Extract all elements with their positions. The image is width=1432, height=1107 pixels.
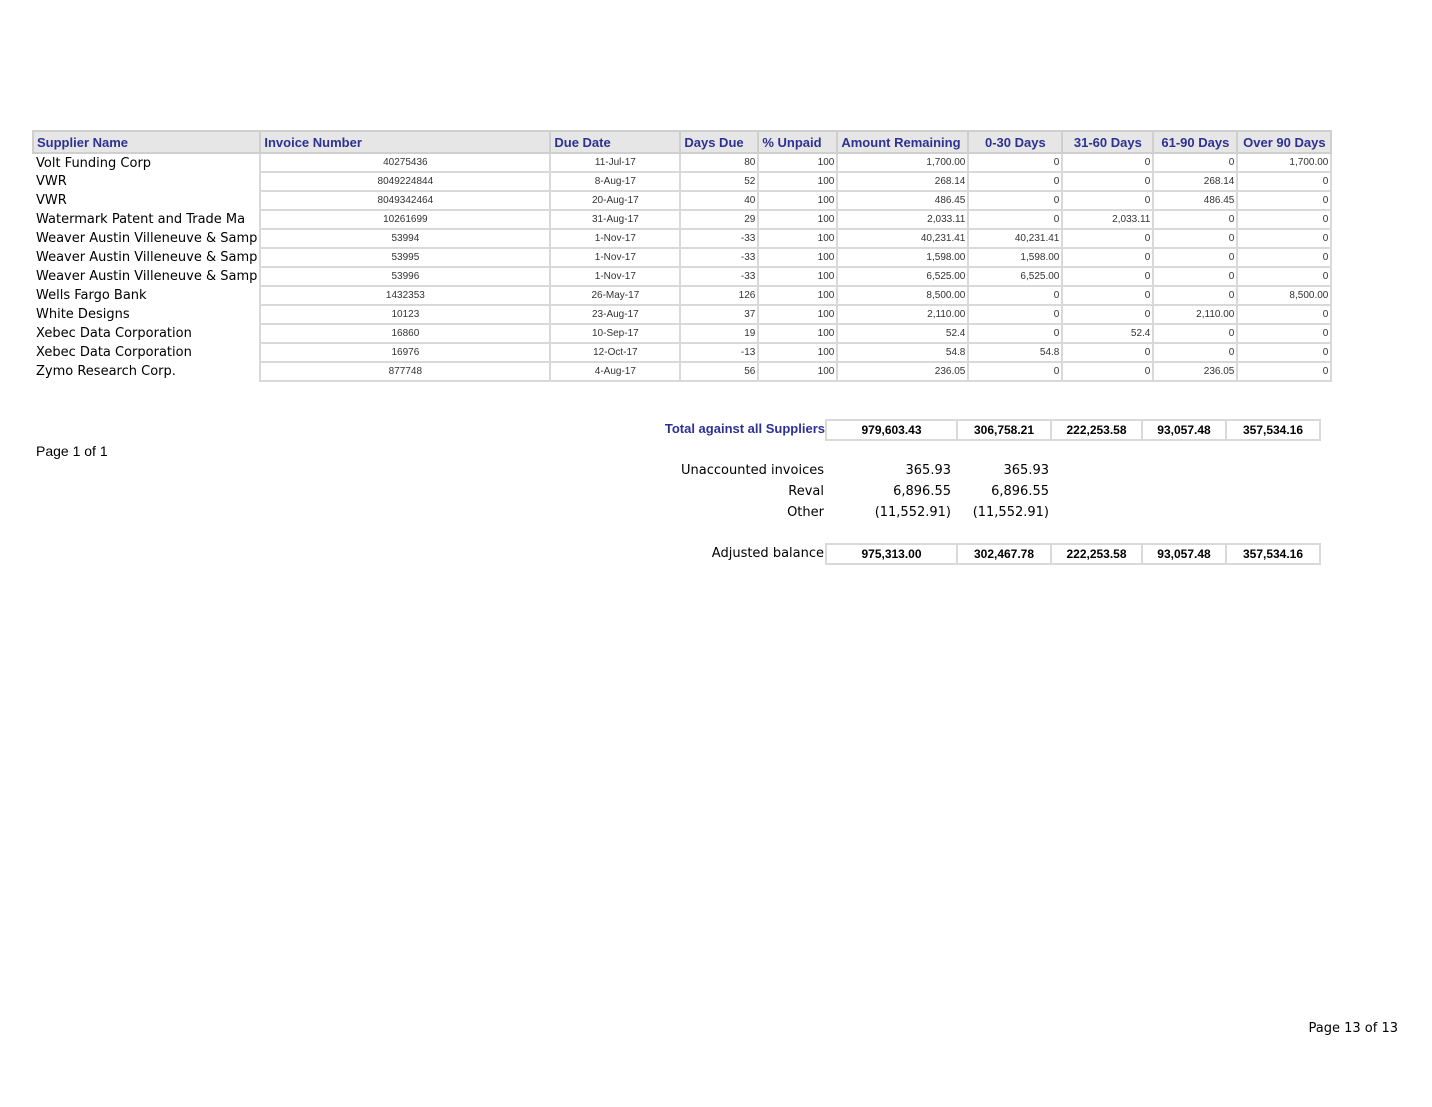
cell-bucket-61-90: 0 xyxy=(1153,229,1237,248)
cell-invoice-number: 10123 xyxy=(260,305,550,324)
cell-due-date: 1-Nov-17 xyxy=(550,248,680,267)
cell-amount-remaining: 1,598.00 xyxy=(837,248,968,267)
cell-bucket-31-60: 0 xyxy=(1062,267,1153,286)
cell-percent-unpaid: 100 xyxy=(758,267,837,286)
cell-bucket-61-90: 2,110.00 xyxy=(1153,305,1237,324)
cell-supplier-name: VWR xyxy=(33,191,260,210)
col-over-90-days: Over 90 Days xyxy=(1237,131,1331,153)
cell-bucket-61-90: 0 xyxy=(1153,286,1237,305)
cell-bucket-31-60: 0 xyxy=(1062,248,1153,267)
cell-bucket-31-60: 0 xyxy=(1062,305,1153,324)
cell-bucket-31-60: 0 xyxy=(1062,286,1153,305)
cell-amount-remaining: 52.4 xyxy=(837,324,968,343)
cell-percent-unpaid: 100 xyxy=(758,191,837,210)
col-invoice-number: Invoice Number xyxy=(260,131,550,153)
header-row xyxy=(33,131,1331,153)
cell-due-date: 26-May-17 xyxy=(550,286,680,305)
cell-invoice-number: 16860 xyxy=(260,324,550,343)
table-row xyxy=(33,267,1331,286)
cell-invoice-number: 16976 xyxy=(260,343,550,362)
cell-bucket-over-90: 0 xyxy=(1237,210,1331,229)
table-row xyxy=(33,191,1331,210)
cell-bucket-61-90: 0 xyxy=(1153,267,1237,286)
cell-invoice-number: 8049224844 xyxy=(260,172,550,191)
total-value-4: 357,534.16 xyxy=(1225,419,1321,441)
cell-supplier-name: Weaver Austin Villeneuve & Samp xyxy=(33,229,260,248)
cell-amount-remaining: 1,700.00 xyxy=(837,153,968,172)
total-value-3: 93,057.48 xyxy=(1141,419,1227,441)
cell-bucket-31-60: 0 xyxy=(1062,153,1153,172)
cell-supplier-name: Watermark Patent and Trade Ma xyxy=(33,210,260,229)
cell-amount-remaining: 2,110.00 xyxy=(837,305,968,324)
aged-payables-table xyxy=(32,130,1332,382)
cell-percent-unpaid: 100 xyxy=(758,343,837,362)
cell-supplier-name: Weaver Austin Villeneuve & Samp xyxy=(33,248,260,267)
table-row xyxy=(33,248,1331,267)
cell-bucket-over-90: 0 xyxy=(1237,324,1331,343)
cell-amount-remaining: 6,525.00 xyxy=(837,267,968,286)
cell-bucket-over-90: 0 xyxy=(1237,362,1331,381)
cell-amount-remaining: 40,231.41 xyxy=(837,229,968,248)
cell-bucket-over-90: 0 xyxy=(1237,191,1331,210)
adjusted-value-3: 93,057.48 xyxy=(1141,543,1227,565)
cell-invoice-number: 877748 xyxy=(260,362,550,381)
cell-bucket-61-90: 236.05 xyxy=(1153,362,1237,381)
cell-bucket-over-90: 0 xyxy=(1237,267,1331,286)
cell-invoice-number: 8049342464 xyxy=(260,191,550,210)
col-percent-unpaid: % Unpaid xyxy=(758,131,837,153)
totals-row xyxy=(825,419,1319,441)
cell-percent-unpaid: 100 xyxy=(758,210,837,229)
cell-bucket-0-30: 40,231.41 xyxy=(968,229,1062,248)
cell-bucket-0-30: 6,525.00 xyxy=(968,267,1062,286)
cell-bucket-0-30: 0 xyxy=(968,324,1062,343)
cell-percent-unpaid: 100 xyxy=(758,172,837,191)
cell-days-due: -33 xyxy=(680,267,758,286)
cell-due-date: 23-Aug-17 xyxy=(550,305,680,324)
cell-days-due: -33 xyxy=(680,229,758,248)
adjustment-value: 365.93 xyxy=(905,463,951,478)
col-61-90-days: 61-90 Days xyxy=(1153,131,1237,153)
cell-days-due: 80 xyxy=(680,153,758,172)
col-31-60-days: 31-60 Days xyxy=(1062,131,1153,153)
table-row xyxy=(33,343,1331,362)
cell-bucket-0-30: 54.8 xyxy=(968,343,1062,362)
cell-due-date: 11-Jul-17 xyxy=(550,153,680,172)
cell-amount-remaining: 8,500.00 xyxy=(837,286,968,305)
cell-bucket-over-90: 0 xyxy=(1237,248,1331,267)
totals-label: Total against all Suppliers xyxy=(664,421,825,436)
cell-bucket-0-30: 0 xyxy=(968,153,1062,172)
adjustment-label: Reval xyxy=(788,484,824,499)
cell-due-date: 10-Sep-17 xyxy=(550,324,680,343)
cell-percent-unpaid: 100 xyxy=(758,362,837,381)
cell-days-due: -13 xyxy=(680,343,758,362)
cell-invoice-number: 53995 xyxy=(260,248,550,267)
cell-bucket-over-90: 1,700.00 xyxy=(1237,153,1331,172)
cell-bucket-over-90: 8,500.00 xyxy=(1237,286,1331,305)
total-value-1: 306,758.21 xyxy=(956,419,1052,441)
cell-days-due: 52 xyxy=(680,172,758,191)
cell-invoice-number: 10261699 xyxy=(260,210,550,229)
cell-supplier-name: VWR xyxy=(33,172,260,191)
cell-supplier-name: Xebec Data Corporation xyxy=(33,324,260,343)
cell-supplier-name: Wells Fargo Bank xyxy=(33,286,260,305)
adjusted-value-1: 302,467.78 xyxy=(956,543,1052,565)
cell-bucket-0-30: 0 xyxy=(968,172,1062,191)
cell-bucket-0-30: 0 xyxy=(968,305,1062,324)
cell-days-due: 37 xyxy=(680,305,758,324)
cell-bucket-31-60: 52.4 xyxy=(1062,324,1153,343)
page-indicator: Page 1 of 1 xyxy=(36,443,108,459)
cell-bucket-61-90: 486.45 xyxy=(1153,191,1237,210)
adjustment-value: (11,552.91) xyxy=(972,505,1049,520)
cell-percent-unpaid: 100 xyxy=(758,248,837,267)
cell-bucket-0-30: 0 xyxy=(968,362,1062,381)
cell-percent-unpaid: 100 xyxy=(758,229,837,248)
cell-amount-remaining: 486.45 xyxy=(837,191,968,210)
cell-days-due: -33 xyxy=(680,248,758,267)
total-value-2: 222,253.58 xyxy=(1050,419,1143,441)
adjusted-value-4: 357,534.16 xyxy=(1225,543,1321,565)
cell-days-due: 29 xyxy=(680,210,758,229)
cell-days-due: 19 xyxy=(680,324,758,343)
cell-bucket-0-30: 0 xyxy=(968,286,1062,305)
cell-supplier-name: Xebec Data Corporation xyxy=(33,343,260,362)
col-0-30-days: 0-30 Days xyxy=(968,131,1062,153)
cell-supplier-name: Zymo Research Corp. xyxy=(33,362,260,381)
cell-days-due: 126 xyxy=(680,286,758,305)
cell-bucket-over-90: 0 xyxy=(1237,172,1331,191)
cell-percent-unpaid: 100 xyxy=(758,286,837,305)
cell-bucket-61-90: 0 xyxy=(1153,248,1237,267)
cell-days-due: 56 xyxy=(680,362,758,381)
table-row xyxy=(33,362,1331,381)
cell-bucket-31-60: 0 xyxy=(1062,191,1153,210)
cell-bucket-61-90: 0 xyxy=(1153,324,1237,343)
adjusted-value-2: 222,253.58 xyxy=(1050,543,1143,565)
cell-amount-remaining: 54.8 xyxy=(837,343,968,362)
cell-invoice-number: 1432353 xyxy=(260,286,550,305)
cell-bucket-0-30: 1,598.00 xyxy=(968,248,1062,267)
adjusted-balance-row xyxy=(825,543,1319,565)
table-row xyxy=(33,153,1331,172)
adjustment-value: 6,896.55 xyxy=(991,484,1049,499)
total-value-0: 979,603.43 xyxy=(825,419,958,441)
cell-percent-unpaid: 100 xyxy=(758,324,837,343)
table-row xyxy=(33,324,1331,343)
cell-bucket-over-90: 0 xyxy=(1237,229,1331,248)
table-row xyxy=(33,210,1331,229)
cell-due-date: 20-Aug-17 xyxy=(550,191,680,210)
cell-days-due: 40 xyxy=(680,191,758,210)
cell-supplier-name: Volt Funding Corp xyxy=(33,153,260,172)
col-days-due: Days Due xyxy=(680,131,758,153)
cell-bucket-61-90: 0 xyxy=(1153,343,1237,362)
cell-bucket-31-60: 0 xyxy=(1062,229,1153,248)
table-row xyxy=(33,172,1331,191)
cell-bucket-31-60: 0 xyxy=(1062,343,1153,362)
cell-invoice-number: 53994 xyxy=(260,229,550,248)
table-row xyxy=(33,286,1331,305)
adjustment-value: (11,552.91) xyxy=(874,505,951,520)
cell-bucket-over-90: 0 xyxy=(1237,343,1331,362)
cell-bucket-31-60: 0 xyxy=(1062,362,1153,381)
col-amount-remaining: Amount Remaining xyxy=(837,131,968,153)
cell-bucket-31-60: 0 xyxy=(1062,172,1153,191)
cell-invoice-number: 40275436 xyxy=(260,153,550,172)
cell-bucket-61-90: 0 xyxy=(1153,210,1237,229)
table-row xyxy=(33,305,1331,324)
adjusted-balance-label: Adjusted balance xyxy=(711,546,824,561)
table-row xyxy=(33,229,1331,248)
footer-page-number: Page 13 of 13 xyxy=(1308,1021,1398,1036)
cell-bucket-0-30: 0 xyxy=(968,210,1062,229)
cell-due-date: 1-Nov-17 xyxy=(550,267,680,286)
cell-supplier-name: Weaver Austin Villeneuve & Samp xyxy=(33,267,260,286)
col-due-date: Due Date xyxy=(550,131,680,153)
cell-due-date: 8-Aug-17 xyxy=(550,172,680,191)
cell-due-date: 12-Oct-17 xyxy=(550,343,680,362)
cell-bucket-31-60: 2,033.11 xyxy=(1062,210,1153,229)
cell-due-date: 4-Aug-17 xyxy=(550,362,680,381)
cell-percent-unpaid: 100 xyxy=(758,153,837,172)
cell-bucket-61-90: 268.14 xyxy=(1153,172,1237,191)
adjustment-value: 6,896.55 xyxy=(893,484,951,499)
cell-amount-remaining: 268.14 xyxy=(837,172,968,191)
cell-bucket-61-90: 0 xyxy=(1153,153,1237,172)
cell-amount-remaining: 236.05 xyxy=(837,362,968,381)
cell-percent-unpaid: 100 xyxy=(758,305,837,324)
adjustment-label: Unaccounted invoices xyxy=(681,463,824,478)
adjustment-label: Other xyxy=(787,505,824,520)
cell-amount-remaining: 2,033.11 xyxy=(837,210,968,229)
cell-due-date: 31-Aug-17 xyxy=(550,210,680,229)
adjustment-value: 365.93 xyxy=(1003,463,1049,478)
cell-invoice-number: 53996 xyxy=(260,267,550,286)
cell-bucket-0-30: 0 xyxy=(968,191,1062,210)
cell-supplier-name: White Designs xyxy=(33,305,260,324)
col-supplier-name: Supplier Name xyxy=(33,131,260,153)
adjusted-value-0: 975,313.00 xyxy=(825,543,958,565)
cell-due-date: 1-Nov-17 xyxy=(550,229,680,248)
cell-bucket-over-90: 0 xyxy=(1237,305,1331,324)
